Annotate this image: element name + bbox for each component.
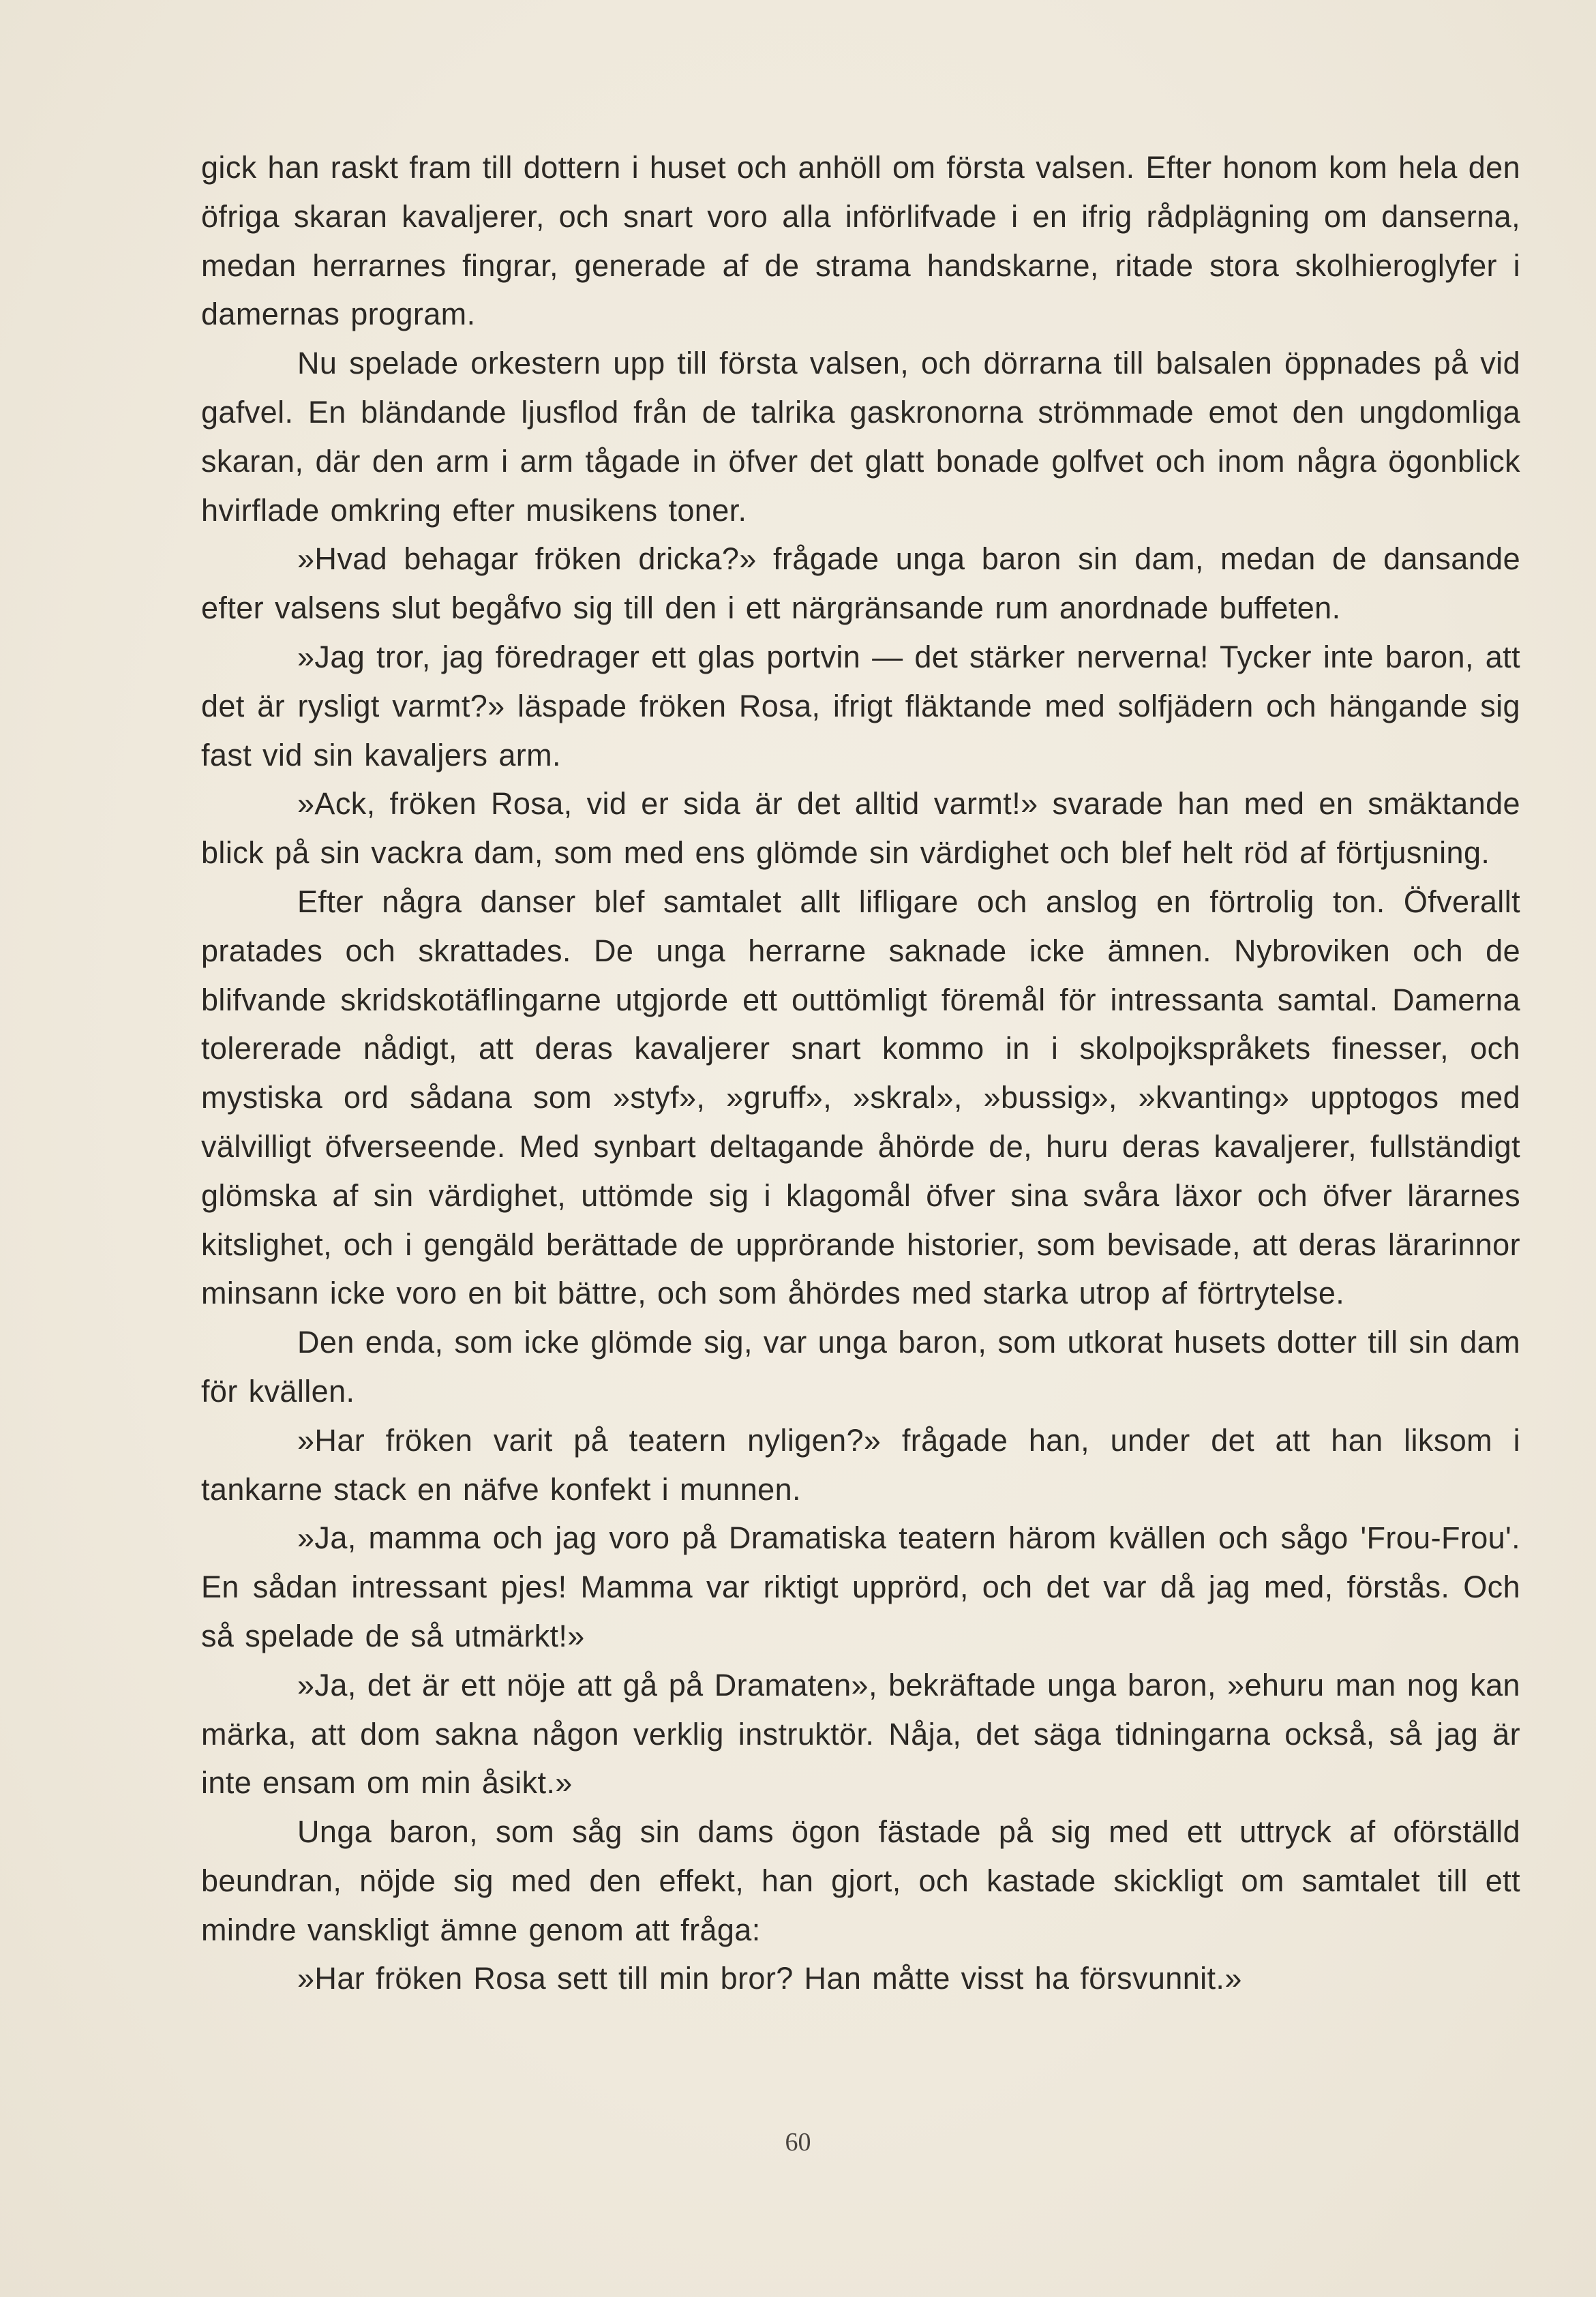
paragraph: Nu spelade orkestern upp till första valsen, och dörrarna till balsalen öppnades på vid gafvel. En bländande ljusflod från de talrika gaskronorna strömmade emot den ungdomliga skaran, där den arm i arm tågade in öfver det glatt bonade golfvet och inom några ögonblick hvirflade omkring efter musikens toner. — [201, 346, 1520, 528]
paragraph: Efter några danser blef samtalet allt lifligare och anslog en förtrolig ton. Öfverallt pratades och skrattades. De unga herrarne saknade icke ämnen. Nybroviken och de blifvande skridskotäflingarne utgjorde ett outtömligt föremål för intressanta samtal. Damerna tolererade nådigt, att deras kavaljerer snart kommo in i skolpojkspråkets finesser, och mystiska ord sådana som »styf», »gruff», »skral», »bussig», »kvanting» upptogos med välvilligt öfverseende. Med synbart deltagande åhörde de, huru deras kavaljerer, fullständigt glömska af sin värdighet, uttömde sig i klagomål öfver sina svåra läxor och öfver lärarnes kitslighet, och i gengäld berättade de upprörande historier, som bevisade, att deras lärarinnor minsann icke voro en bit bättre, och som åhördes med starka utrop af förtrytelse. — [201, 884, 1520, 1311]
paragraph: »Hvad behagar fröken dricka?» frågade unga baron sin dam, medan de dansande efter valsens slut begåfvo sig till den i ett närgränsande rum anordnade buffeten. — [201, 541, 1520, 626]
paragraph: »Har fröken Rosa sett till min bror? Han måtte visst ha försvunnit.» — [297, 1961, 1242, 1996]
paragraph: »Ja, det är ett nöje att gå på Dramaten», bekräftade unga baron, »ehuru man nog kan märka, att dom sakna någon verklig instruktör. Nåja, det säga tidningarna också, så jag är inte ensam om min åsikt.» — [201, 1667, 1520, 1801]
paragraph: »Ack, fröken Rosa, vid er sida är det alltid varmt!» svarade han med en smäktande blick på sin vackra dam, som med ens glömde sin värdighet och blef helt röd af förtjusning. — [201, 786, 1520, 871]
paragraph: gick han raskt fram till dottern i huset och anhöll om första valsen. Efter honom kom hela den öfriga skaran kavaljerer, och snart voro alla införlifvade i en ifrig rådplägning om danserna, medan herrarnes fingrar, generade af de strama handskarne, ritade stora skolhieroglyfer i damernas program. — [201, 150, 1520, 332]
paragraph: »Har fröken varit på teatern nyligen?» frågade han, under det att han liksom i tankarne stack en näfve konfekt i munnen. — [201, 1422, 1520, 1507]
paragraph: »Jag tror, jag föredrager ett glas portvin — det stärker nerverna! Tycker inte baron, att det är rysligt varmt?» läspade fröken Rosa, ifrigt fläktande med solfjädern och hängande sig fast vid sin kavaljers arm. — [201, 639, 1520, 772]
page-number: 60 — [785, 2128, 811, 2157]
body-text — [201, 143, 1520, 2003]
paragraph: »Ja, mamma och jag voro på Dramatiska teatern härom kvällen och sågo 'Frou-Frou'. En sådan intressant pjes! Mamma var riktigt upprörd, och det var då jag med, förstås. Och så spelade de så utmärkt!» — [201, 1520, 1520, 1653]
paragraph: Den enda, som icke glömde sig, var unga baron, som utkorat husets dotter till sin dam för kvällen. — [201, 1325, 1520, 1409]
paragraph: Unga baron, som såg sin dams ögon fästade på sig med ett uttryck af oförställd beundran, nöjde sig med den effekt, han gjort, och kastade skickligt om samtalet till ett mindre vanskligt ämne genom att fråga: — [201, 1814, 1520, 1947]
